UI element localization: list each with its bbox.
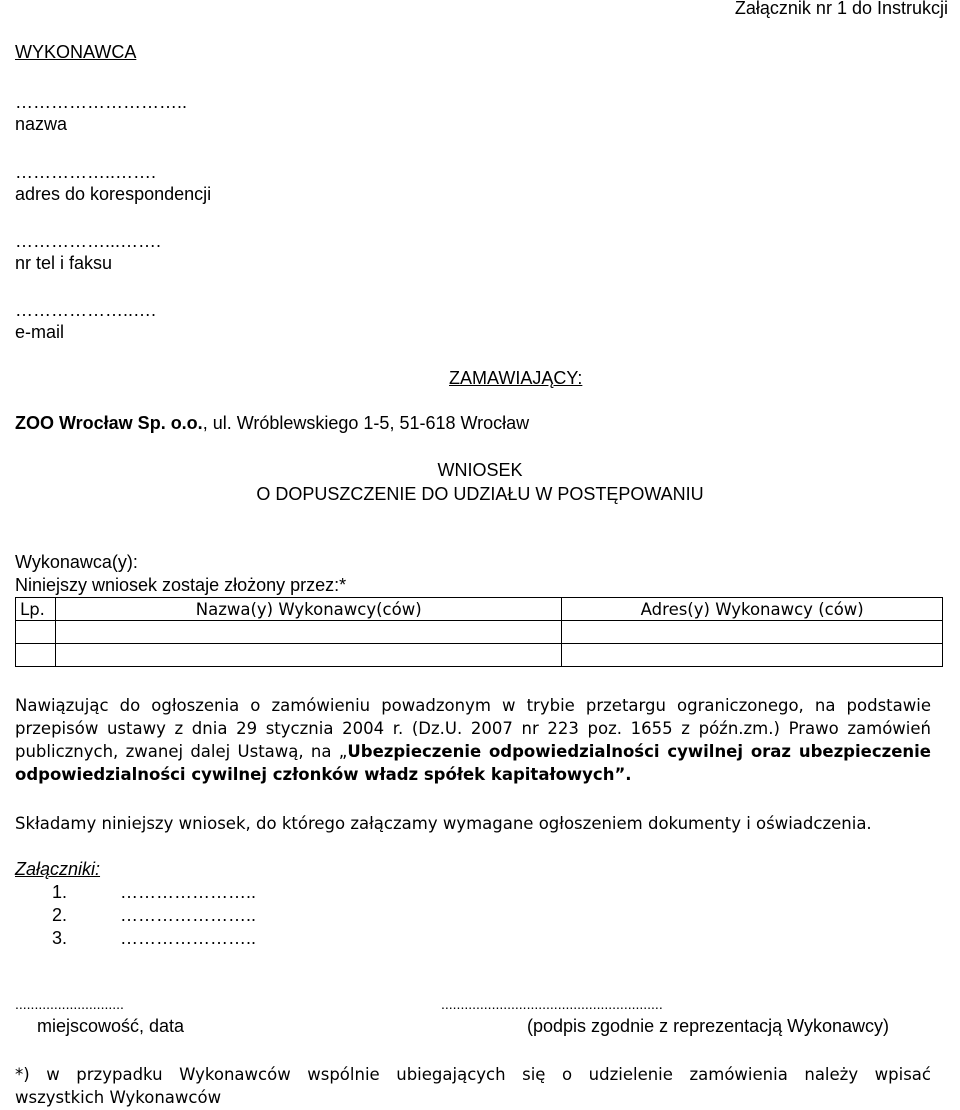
- phone-dots: ……………...…….: [15, 231, 162, 251]
- header-lp: Lp.: [16, 598, 56, 621]
- orderer-address: , ul. Wróblewskiego 1-5, 51-618 Wrocław: [202, 413, 530, 433]
- attachment-dots: …………………..: [120, 905, 257, 925]
- header-name: Nazwa(y) Wykonawcy(ców): [55, 598, 561, 621]
- address-label: adres do korespondencji: [15, 184, 212, 204]
- name-dots: ………………………..: [15, 92, 188, 112]
- attachments-heading: Załączniki:: [15, 859, 101, 879]
- table-cell[interactable]: [562, 644, 943, 667]
- attachment-dots: …………………..: [120, 928, 257, 948]
- body-paragraph: [15, 694, 931, 786]
- table-header-row: [16, 598, 943, 621]
- table-cell[interactable]: [16, 644, 56, 667]
- orderer-heading: ZAMAWIAJĄCY:: [449, 368, 583, 388]
- contractor-heading: WYKONAWCA: [15, 42, 137, 62]
- body-line: odpowiedzialności cywilnej członków władz spółek kapitałowych”.: [15, 765, 632, 784]
- document-title: WNIOSEK: [437, 460, 523, 480]
- body-line: przepisów ustawy z dnia 29 stycznia 2004 r. (Dz.U. 2007 nr 223 poz. 1655 z późn.zm.) Prawo zamówień: [15, 719, 931, 738]
- table-cell[interactable]: [55, 644, 561, 667]
- header-address: Adres(y) Wykonawcy (ców): [562, 598, 943, 621]
- contractors-table: [15, 597, 943, 667]
- place-date-dots: ............................: [15, 996, 124, 1012]
- table-cell[interactable]: [55, 621, 561, 644]
- footnote: [15, 1063, 931, 1109]
- table-cell[interactable]: [562, 621, 943, 644]
- name-label: nazwa: [15, 114, 68, 134]
- address-dots: ……………..…….: [15, 162, 157, 182]
- attachment-dots: …………………..: [120, 882, 257, 902]
- signature-dots: .........................................................: [441, 996, 663, 1012]
- place-date-label: miejscowość, data: [37, 1016, 185, 1036]
- footnote-line: wszystkich Wykonawców: [15, 1088, 222, 1107]
- attachment-num: 3.: [52, 928, 68, 948]
- contractors-label: Wykonawca(y):: [15, 552, 138, 572]
- phone-label: nr tel i faksu: [15, 253, 113, 273]
- statement: Składamy niniejszy wniosek, do którego załączamy wymagane ogłoszeniem dokumenty i oświadczenia.: [15, 814, 872, 833]
- orderer-line: [15, 413, 529, 434]
- body-line: publicznych, zwanej dalej Ustawą, na „Ubezpieczenie odpowiedzialności cywilnej oraz ubezpieczenie: [15, 742, 931, 761]
- footnote-line: *) w przypadku Wykonawców wspólnie ubiegających się o udzielenie zamówienia należy wpisać: [15, 1065, 931, 1084]
- document-subtitle: O DOPUSZCZENIE DO UDZIAŁU W POSTĘPOWANIU: [256, 484, 704, 504]
- attachment-header: Załącznik nr 1 do Instrukcji: [734, 0, 948, 18]
- table-row: [16, 644, 943, 667]
- orderer-name: ZOO Wrocław Sp. o.o.: [15, 413, 203, 433]
- table-cell[interactable]: [16, 621, 56, 644]
- attachment-num: 1.: [52, 882, 68, 902]
- email-label: e-mail: [15, 322, 65, 342]
- attachment-num: 2.: [52, 905, 68, 925]
- table-row: [16, 621, 943, 644]
- signature-label: (podpis zgodnie z reprezentacją Wykonawcy): [527, 1016, 890, 1036]
- body-line: Nawiązując do ogłoszenia o zamówieniu powadzonym w trybie przetargu ograniczonego, na podstawie: [15, 696, 931, 715]
- submitted-by-label: Niniejszy wniosek zostaje złożony przez:*: [15, 575, 347, 595]
- email-dots: ………………..….: [15, 300, 157, 320]
